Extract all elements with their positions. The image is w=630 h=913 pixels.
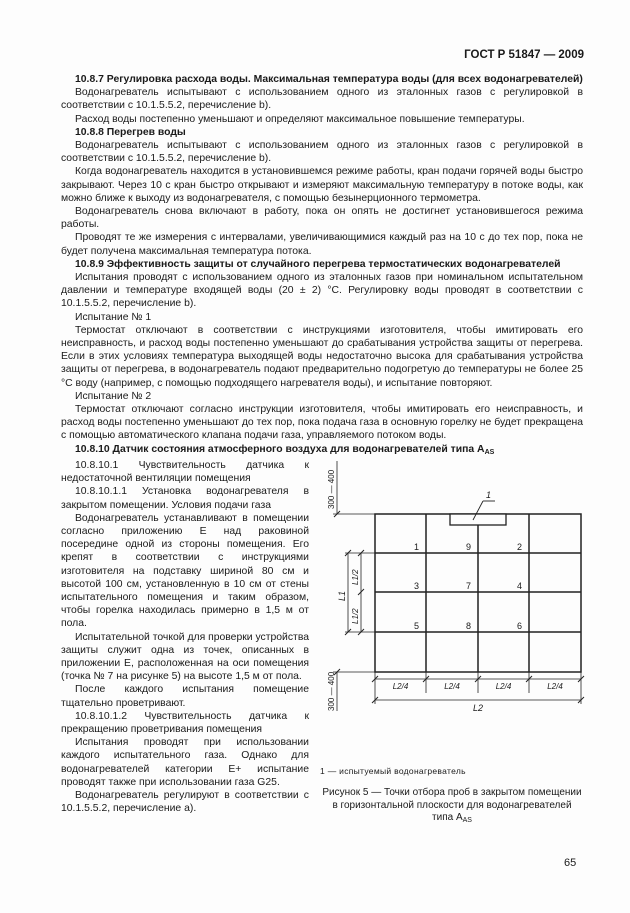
dimension-bottom-label: 300 — 400: [327, 671, 336, 711]
dimension-quarter-label: L2/4: [444, 681, 460, 691]
sample-point-label: 5: [414, 620, 420, 631]
paragraph: Испытания проводят с использованием одного из эталонных газов при номинальном испытательном давлении и температуре входящей воды (20 ± 2) °С. Регулировку воды проводят в соответствии с 10.1.5.5.2, перечисление b).: [61, 272, 583, 310]
left-paragraph: Испытания проводят при использовании каждого испытательного газа. Однако для водонагревателей категории Е+ испытание проводят также при использовании газа G25.: [61, 737, 309, 788]
dimension-half-label: L1/2: [351, 608, 360, 624]
sample-point-label: 1: [414, 541, 420, 552]
callout-label: 1: [486, 489, 492, 500]
left-paragraph: После каждого испытания помещение тщательно проветривают.: [61, 684, 309, 709]
paragraph: Водонагреватель снова включают в работу, пока он опять не достигнет установившегося режима работы.: [61, 206, 583, 231]
paragraph: Водонагреватель испытывают с использованием одного из эталонных газов с регулировкой в соответствии с 10.1.5.5.2, перечисление b).: [61, 87, 583, 112]
left-paragraph: Водонагреватель устанавливают в помещении согласно приложению Е над раковиной посередине одной из стороны помещения. Его крепят в соответствии с инструкциями изготовителя на подставку шириной 80 см и высотой 100 см, установленную в 10 см от стены испытательного помещения и таким образом, чтобы горелка находилась примерно в 1,5 м от пола.: [61, 512, 309, 630]
page-number: 65: [564, 857, 577, 869]
paragraph: Термостат отключают согласно инструкции изготовителя, чтобы имитировать его неисправность, и расход воды постепенно уменьшают до тех пор, пока подача газа в основную горелку не будет прекращена с помощью автоматического клапана подачи газа, управляемого потоком воды.: [61, 404, 583, 442]
dimension-top-label: 300 — 400: [327, 469, 336, 509]
paragraph: Проводят те же измерения с интервалами, увеличивающимися каждый раз на 10 с до тех пор, пока не будет получена максимальная температура потока.: [61, 232, 583, 257]
paragraph: 10.8.8 Перегрев воды: [75, 126, 186, 138]
dimension-quarter-label: L2/4: [547, 681, 563, 691]
paragraph: Испытание № 1: [75, 311, 152, 323]
dimension-l2-label: L2: [472, 702, 484, 713]
dimension-l1-label: L1: [337, 590, 347, 601]
dimension-quarter-label: L2/4: [392, 681, 409, 691]
left-paragraph: Испытательной точкой для проверки устройства защиты служит одна из точек, описанных в приложении Е, расположенная на оси помещения (точка № 7 на рисунке 5) на высоте 1,5 м от пола.: [61, 631, 310, 683]
water-heater-box: [450, 514, 506, 525]
left-paragraph: 10.8.10.1.1 Установка водонагревателя в закрытом помещении. Условия подачи газа: [61, 486, 309, 511]
sample-point-label: 8: [466, 620, 472, 631]
dimension-quarter-label: L2/4: [495, 681, 512, 691]
left-paragraph: 10.8.10.1.2 Чувствительность датчика к прекращению проветривания помещения: [61, 710, 309, 735]
left-column-text: [61, 459, 309, 815]
sample-point-label: 2: [517, 541, 523, 552]
room-diagram: [323, 461, 585, 751]
paragraph: 10.8.7 Регулировка расхода воды. Максимальная температура воды (для всех водонагревателей): [75, 74, 583, 85]
paragraph: Водонагреватель испытывают с использованием одного из эталонных газов с регулировкой в соответствии с 10.1.5.5.2, перечисление b).: [61, 140, 583, 165]
standard-header: ГОСТ Р 51847 — 2009: [464, 49, 584, 61]
paragraph: Термостат отключают в соответствии с инструкциями изготовителя, чтобы имитировать его неисправность, и расход воды постепенно уменьшают до срабатывания устройства защиты от перегрева. Если в этих условиях температура выходящей воды недостаточно высока для срабатывания устройства защиты от перегрева, в водонагреватель подают предварительно подогретую до температуры не более 25 °С воду (например, с помощью подходящего нагревателя воды), и испытание повторяют.: [61, 324, 583, 389]
sample-point-label: 6: [517, 620, 523, 631]
left-paragraph: 10.8.10.1 Чувствительность датчика к недостаточной вентиляции помещения: [61, 459, 309, 485]
left-paragraph: Водонагреватель регулируют в соответствии с 10.1.5.5.2, перечисление а).: [61, 789, 309, 815]
paragraph: Испытание № 2: [75, 390, 152, 402]
dimension-half-label: L1/2: [351, 569, 360, 585]
sample-point-label: 9: [466, 541, 472, 552]
sample-point-label: 3: [414, 580, 420, 591]
figure-5: [323, 461, 585, 751]
section-heading-10-8-10: 10.8.10 Датчик состояния атмосферного воздуха для водонагревателей типа $A_{AS}$: [75, 443, 495, 456]
paragraph-list: [61, 73, 583, 443]
figure-caption: Рисунок 5 — Точки отбора проб в закрытом помещении в горизонтальной плоскости для водонагревателей типа $A_{AS}$: [322, 787, 582, 824]
sample-point-label: 4: [517, 580, 523, 591]
paragraph: Расход воды постепенно уменьшают и определяют максимальное повышение температуры.: [75, 113, 525, 125]
figure-legend: 1 — испытуемый водонагреватель: [320, 766, 466, 776]
paragraph: 10.8.9 Эффективность защиты от случайного перегрева термостатических водонагревателей: [75, 258, 561, 270]
paragraph: Когда водонагреватель находится в установившемся режиме работы, кран подачи горячей воды быстро закрывают. Через 10 с кран быстро открывают и измеряют максимальную температуру в потоке воды, как можно ближе к выходу из водонагревателя, с помощью безынерционного термометра.: [61, 166, 583, 204]
sample-point-label: 7: [466, 580, 472, 591]
